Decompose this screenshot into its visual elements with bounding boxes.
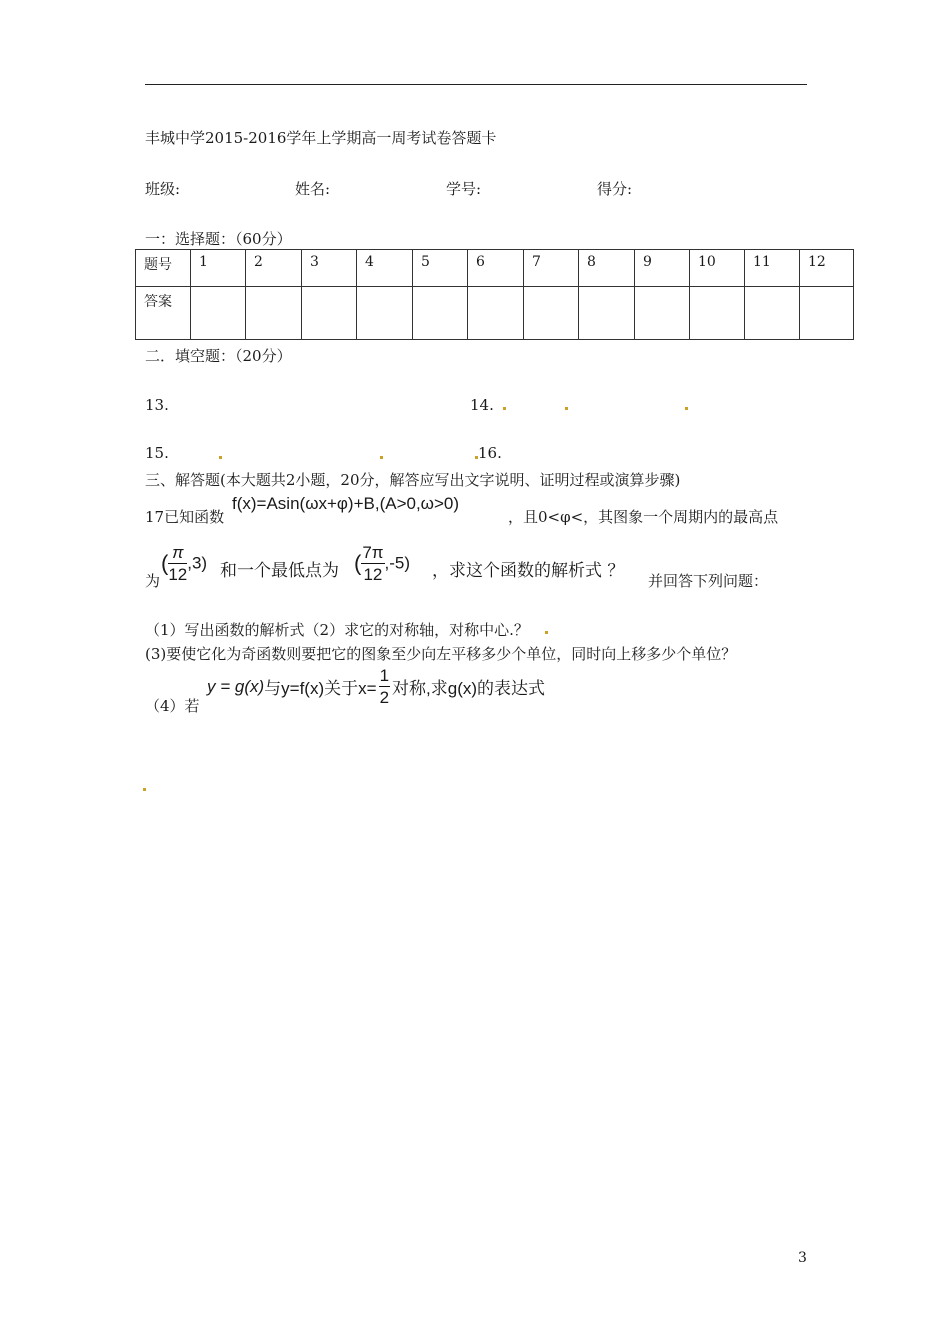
half-numerator: 1: [379, 666, 390, 685]
page-number: 3: [798, 1250, 807, 1266]
table-cell-number: 4: [357, 250, 413, 287]
answer-cell[interactable]: [246, 287, 302, 340]
answer-cell[interactable]: [745, 287, 800, 340]
answer-cell[interactable]: [191, 287, 246, 340]
dot-mark: [545, 631, 548, 634]
line2-tail-text: 并回答下列问题：: [648, 572, 769, 590]
low-point-x-denominator: 12: [363, 565, 383, 584]
field-name-label: 姓名:: [295, 180, 331, 198]
line2-middle-text: 和一个最低点为: [220, 561, 339, 581]
high-point-x-numerator: π: [168, 544, 187, 564]
answer-table: [135, 249, 854, 340]
q13-label: 13.: [145, 396, 169, 414]
table-row-numbers: [136, 250, 854, 287]
table-cell-number: 8: [579, 250, 635, 287]
field-score-label: 得分:: [597, 180, 633, 198]
line2-suffix-text: ，求这个函数的解析式 ？: [432, 561, 625, 581]
table-cell-number: 11: [745, 250, 800, 287]
answer-cell[interactable]: [302, 287, 357, 340]
g-of-x: y = g(x): [207, 676, 265, 696]
answer-cell[interactable]: [800, 287, 854, 340]
expression-text: 对称,求g(x)的表达式: [392, 679, 546, 698]
low-point-y: ,-5): [384, 553, 411, 573]
table-cell-number: 12: [800, 250, 854, 287]
section3-heading: 三、解答题(本大题共2小题，20分，解答应写出文字说明、证明过程或演算步骤): [145, 471, 681, 489]
answer-cell[interactable]: [413, 287, 468, 340]
table-cell-number: 5: [413, 250, 468, 287]
section2-heading: 二．填空题：（20分）: [145, 347, 292, 365]
q16-label: 16.: [478, 444, 502, 462]
sub-question-1-2: （1）写出函数的解析式（2）求它的对称轴，对称中心.？: [145, 621, 529, 639]
dot-mark: [503, 407, 506, 410]
answer-cell[interactable]: [690, 287, 745, 340]
q14-label: 14.: [470, 396, 494, 414]
table-cell-number: 2: [246, 250, 302, 287]
dot-mark: [380, 456, 383, 459]
section1-heading: 一：选择题：（60分）: [145, 230, 292, 248]
dot-mark: [685, 407, 688, 410]
table-cell-number: 10: [690, 250, 745, 287]
answer-cell[interactable]: [524, 287, 579, 340]
high-point-y: ,3): [187, 553, 208, 573]
page-title: 丰城中学2015-2016学年上学期高一周考试卷答题卡: [145, 129, 497, 147]
high-point: ( $\frac{\pi}{12}$ ,3): [161, 543, 208, 584]
dot-mark: [143, 788, 146, 791]
table-cell-number: 3: [302, 250, 357, 287]
table-cell-label: 答案: [136, 287, 191, 340]
table-row-answers: [136, 287, 854, 340]
table-cell-label: 题号: [136, 250, 191, 287]
sub-question-4-prefix: （4）若: [145, 697, 200, 715]
answer-cell[interactable]: [357, 287, 413, 340]
q17-formula: f(x)=Asin(ωx+φ)+B,(A>0,ω>0): [232, 494, 460, 513]
sub-question-4-formula: [207, 667, 545, 706]
field-id-label: 学号:: [446, 180, 482, 198]
q15-label: 15.: [145, 444, 169, 462]
q17-prefix: 17已知函数: [145, 508, 225, 526]
table-cell-number: 7: [524, 250, 579, 287]
answer-cell[interactable]: [579, 287, 635, 340]
low-point: ( $\frac{7\pi}{12}$ ,-5): [354, 543, 411, 584]
table-cell-number: 9: [635, 250, 690, 287]
answer-cell[interactable]: [635, 287, 690, 340]
q17-line2-prefix: 为: [145, 572, 161, 590]
dot-mark: [219, 456, 222, 459]
table-cell-number: 1: [191, 250, 246, 287]
high-point-x-denominator: 12: [168, 565, 188, 584]
top-rule: [145, 84, 807, 85]
half-denominator: 2: [379, 688, 390, 707]
low-point-x-numerator: 7π: [362, 543, 384, 562]
sub-question-3: (3)要使它化为奇函数则要把它的图象至少向左平移多少个单位，同时向上移多少个单位？: [145, 645, 737, 663]
field-class-label: 班级:: [145, 180, 181, 198]
answer-cell[interactable]: [468, 287, 524, 340]
table-cell-number: 6: [468, 250, 524, 287]
q17-condition: ，且0<φ<，其图象一个周期内的最高点: [508, 508, 779, 526]
dot-mark: [565, 407, 568, 410]
symmetry-text: 与y=f(x)关于x=: [264, 679, 377, 698]
